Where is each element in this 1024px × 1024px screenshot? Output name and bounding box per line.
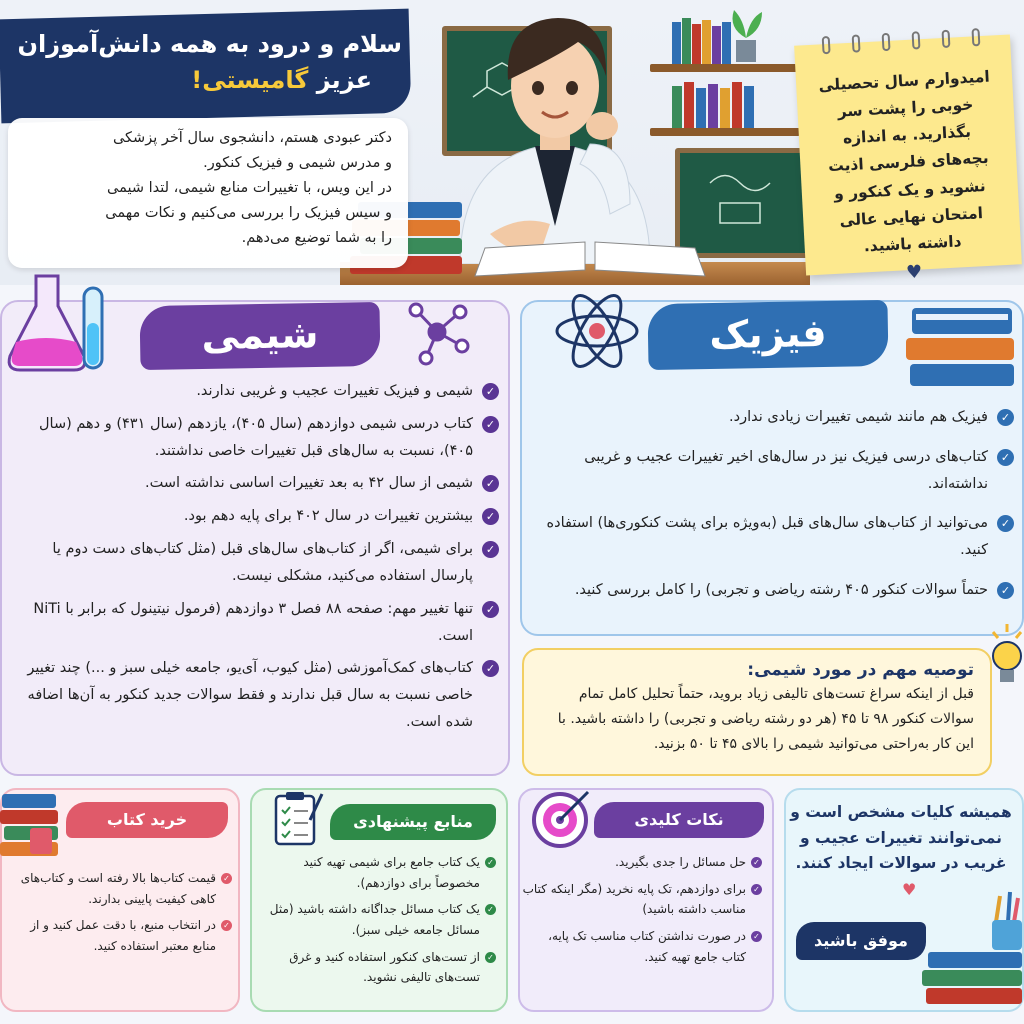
check-icon: ✓ — [482, 601, 499, 618]
check-icon: ✓ — [997, 515, 1014, 532]
list-item — [522, 926, 762, 967]
check-icon: ✓ — [751, 857, 762, 868]
chemistry-tip-box — [522, 648, 992, 776]
resource-item-text: یک کتاب مسائل جداگانه داشته باشید (مثل مسائل جامعه خیلی سبز). — [269, 902, 480, 937]
chemistry-item-text: کتاب درسی شیمی دوازدهم (سال ۴۰۵)، یازدهم (سال ۴۳۱) و دهم (سال ۴۰۵)، نسبت به سال‌های قبل تغییرات خاصی نداشتند. — [39, 415, 473, 459]
key-points-list — [522, 852, 762, 973]
list-item — [11, 411, 499, 465]
book-stack-icon — [902, 304, 1020, 394]
open-notebook-icon — [470, 236, 710, 282]
physics-item-text: فیزیک هم مانند شیمی تغییرات زیادی ندارد. — [729, 409, 988, 425]
list-item — [256, 947, 496, 988]
sticky-note-text: امیدوارم سال تحصیلی خوبی را پشت سر بگذارید. به اندازه بچه‌های فلرسی اذیت نشوید و یک کنکور و امتحان نهایی عالی داشته باشید. — [818, 67, 991, 256]
tip-title: توصیه مهم در مورد شیمی: — [747, 660, 974, 680]
key-point-text: برای دوازدهم، تک پایه نخرید (مگر اینکه کتاب مناسب داشته باشید) — [522, 881, 746, 917]
check-icon: ✓ — [482, 383, 499, 400]
physics-item-text: کتاب‌های درسی فیزیک نیز در سال‌های اخیر تغییرات عجیب و غریبی نداشته‌اند. — [584, 448, 988, 492]
buy-books-list — [10, 868, 232, 963]
resource-item-text: یک کتاب جامع برای شیمی تهیه کنید مخصوصاً برای دوازدهم). — [303, 855, 480, 890]
chemistry-item-text: بیشترین تغییرات در سال ۴۰۲ برای پایه دهم بود. — [183, 508, 473, 525]
list-item — [534, 577, 1014, 604]
key-points-title: نکات کلیدی — [594, 802, 764, 838]
physics-item-text: می‌توانید از کتاب‌های سال‌های قبل (به‌ویژه برای پشت کنکوری‌ها) استفاده کنید. — [546, 515, 988, 559]
book-stack-icon — [0, 788, 62, 858]
check-icon: ✓ — [482, 660, 499, 677]
check-icon: ✓ — [751, 931, 762, 942]
chemistry-list — [11, 378, 499, 742]
subtitle-prefix: عزیز — [308, 66, 372, 94]
check-icon: ✓ — [482, 475, 499, 492]
physics-item-text: حتماً سوالات کنکور ۴۰۵ رشته ریاضی و تجربی) را کامل بررسی کنید. — [574, 582, 988, 599]
resources-title: منابع پیشنهادی — [330, 804, 496, 840]
check-icon: ✓ — [485, 952, 496, 963]
check-icon: ✓ — [482, 541, 499, 558]
intro-line: و سیس فیزیک را بررسی می‌کنیم و نکات مهمی — [105, 204, 392, 221]
molecule-icon — [404, 296, 470, 368]
resources-list — [256, 852, 496, 994]
atom-icon — [552, 286, 642, 376]
physics-title: فیزیک — [647, 300, 888, 370]
check-icon: ✓ — [485, 857, 496, 868]
list-item — [11, 470, 499, 497]
list-item — [10, 868, 232, 909]
list-item — [522, 852, 762, 873]
lightbulb-icon — [990, 622, 1024, 692]
closing-text: همیشه کلیات مشخص است و نمی‌توانند تغییرات عجیب و غریب در سوالات ایجاد کنند. — [790, 803, 1012, 873]
list-item — [534, 404, 1014, 431]
intro-card — [8, 118, 408, 268]
intro-line: در این ویس، با تغییرات منابع شیمی، لتدا شیمی — [107, 179, 392, 196]
chemistry-item-text: تنها تغییر مهم: صفحه ۸۸ فصل ۳ دوازدهم (فرمول نیتینول که برابر با NiTi است. — [33, 600, 473, 644]
key-point-text: حل مسائل را جدی بگیرید. — [615, 855, 746, 869]
check-icon: ✓ — [997, 409, 1014, 426]
check-icon: ✓ — [221, 873, 232, 884]
check-icon: ✓ — [482, 508, 499, 525]
chemistry-item-text: شیمی و فیزیک تغییرات عجیب و غریبی ندارند. — [196, 383, 473, 399]
physics-list — [534, 404, 1014, 617]
heart-icon: ♥ — [905, 261, 923, 284]
sticky-note — [794, 35, 1022, 284]
list-item — [10, 915, 232, 956]
page-title: سلام و درود به همه دانش‌آموزان — [17, 30, 402, 58]
page-subtitle — [72, 66, 372, 94]
intro-line: را به شما توضیع می‌دهم. — [241, 229, 392, 246]
list-item — [11, 596, 499, 650]
resource-item-text: از تست‌های کنکور استفاده کنید و غرق تست‌های تالیفی نشوید. — [289, 949, 480, 985]
list-item — [256, 899, 496, 940]
check-icon: ✓ — [751, 884, 762, 895]
tip-body: قبل از اینکه سراغ تست‌های تالیفی زیاد بروید، حتماً تحلیل کامل تمام سوالات کنکور ۹۸ تا ۴۵ (هر دو رشته ریاضی و تجربی) را داشته باشید. با این کار به‌راحتی می‌توانید شیمی را بالای ۴۵ تا ۵۰ بزنید. — [557, 686, 974, 753]
intro-line: و مدرس شیمی و فیزیک کنکور. — [203, 154, 392, 171]
list-item — [11, 378, 499, 405]
check-icon: ✓ — [997, 449, 1014, 466]
pencil-cup-book-stack-icon — [920, 886, 1024, 1016]
check-icon: ✓ — [485, 904, 496, 915]
target-icon — [530, 788, 592, 850]
buy-item-text: در انتخاب منبع، با دقت عمل کنید و از منابع معتبر استفاده کنید. — [30, 918, 216, 953]
buy-item-text: قیمت کتاب‌ها بالا رفته است و کتاب‌های کاهی کیفیت پایینی بدارند. — [20, 871, 216, 906]
plant-icon — [726, 8, 766, 64]
chemistry-item-text: شیمی از سال ۴۲ به بعد تغییرات اساسی نداشته است. — [145, 475, 473, 492]
clipboard-icon — [272, 790, 326, 848]
intro-line: دکتر عبودی هستم، دانشجوی سال آخر پزشکی — [112, 130, 392, 146]
heart-icon: ♥ — [902, 880, 917, 899]
list-item — [11, 503, 499, 530]
check-icon: ✓ — [221, 920, 232, 931]
buy-books-title: خرید کتاب — [66, 802, 228, 838]
list-item — [11, 655, 499, 735]
check-icon: ✓ — [482, 416, 499, 433]
chemistry-title: شیمی — [139, 302, 380, 370]
list-item — [534, 444, 1014, 498]
list-item — [534, 510, 1014, 564]
key-point-text: در صورت نداشتن کتاب مناسب تک پایه، کتاب جامع تهیه کنید. — [548, 928, 746, 964]
good-luck-badge: موفق باشید — [796, 922, 926, 960]
flask-icon — [6, 268, 116, 376]
subtitle-highlight: گامیستی! — [191, 66, 309, 94]
list-item — [256, 852, 496, 893]
list-item — [522, 879, 762, 920]
chemistry-item-text: کتاب‌های کمک‌آموزشی (مثل کیوب، آی‌یو، جامعه خیلی سبز و ...) چند تغییر خاصی نسبت به سال قبل ندارند و فقط سوالات جدید کنکور به آن‌ها اضافه شده است. — [27, 660, 473, 730]
chemistry-item-text: برای شیمی، اگر از کتاب‌های سال‌های قبل (مثل کتاب‌های دست دوم یا پارسال استفاده می‌کنید، مشکلی نیست. — [52, 541, 473, 584]
check-icon: ✓ — [997, 582, 1014, 599]
list-item — [11, 536, 499, 590]
